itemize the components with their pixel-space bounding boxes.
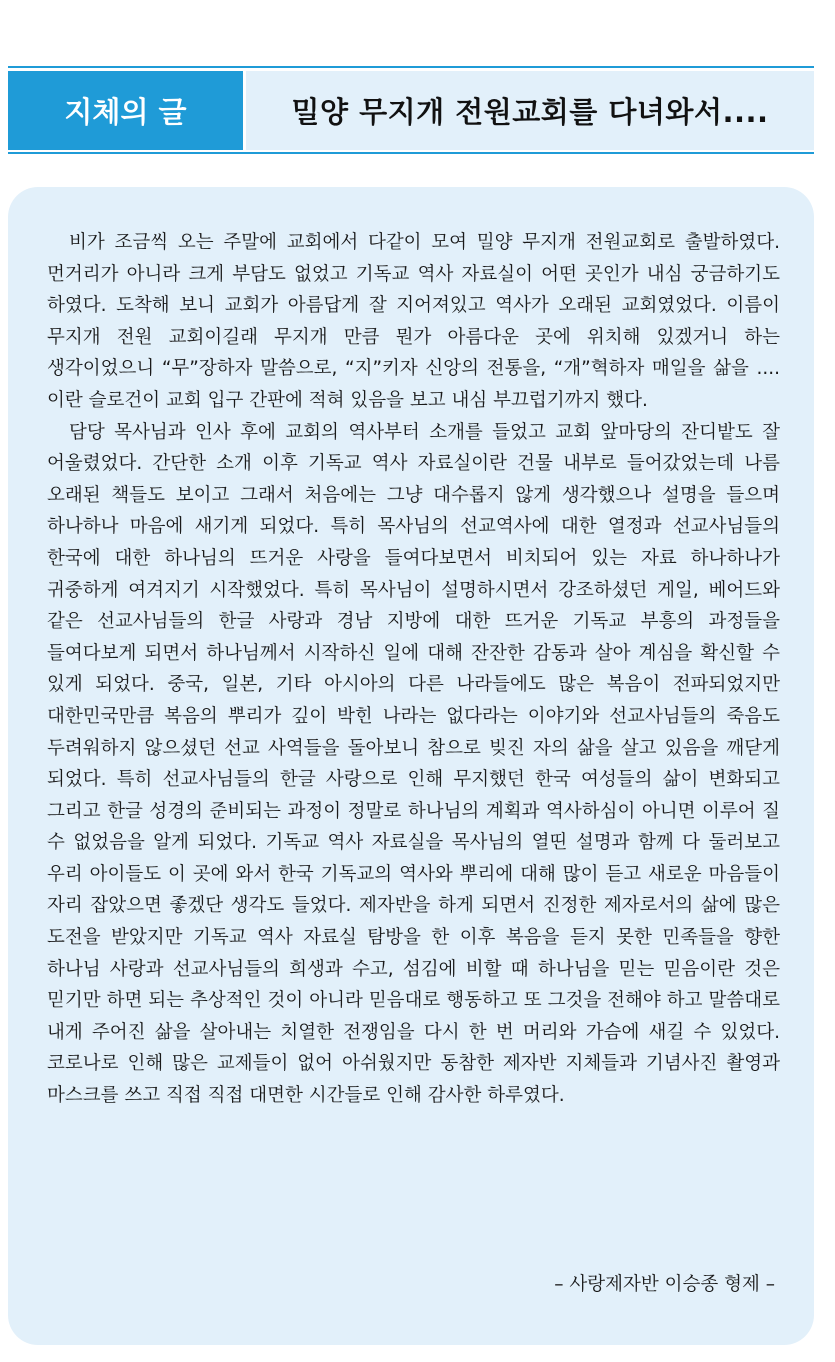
paragraph-1: 비가 조금씩 오는 주말에 교회에서 다같이 모여 밀양 무지개 전원교회로 출발하였다. 먼거리가 아니라 크게 부담도 없었고 기독교 역사 자료실이 어떤 곳인가 내심 궁금하기도 하였다. 도착해 보니 교회가 아름답게 잘 지어져있고 역사가 오래된 교회였었다. 이름이 무지개 전원 교회이길래 무지개 만큼 뭔가 아름다운 곳에 위치해 있겠거니 하는 생각이었으니 “무”장하자 말씀으로, “지”키자 신앙의 전통을, “개”혁하자 매일을 삶을 ....이란 슬로건이 교회 입구 간판에 적혀 있음을 보고 내심 부끄럽기까지 했다.: [47, 232, 780, 411]
author-signature: – 사랑제자반 이승종 형제 –: [554, 1274, 775, 1295]
paragraph-2: 담당 목사님과 인사 후에 교회의 역사부터 소개를 들었고 교회 앞마당의 잔디밭도 잘 어울렸었다. 간단한 소개 이후 기독교 역사 자료실이란 건물 내부로 들어갔었는데 나름 오래된 책들도 보이고 그래서 처음에는 그냥 대수롭지 않게 생각했으나 설명을 들으며 하나하나 마음에 새기게 되었다. 특히 목사님의 선교역사에 대한 열정과 선교사님들의 한국에 대한 하나님의 뜨거운 사랑을 들여다보면서 비치되어 있는 자료 하나하나가 귀중하게 여겨지기 시작했었다. 특히 목사님이 설명하시면서 강조하셨던 게일, 베어드와 같은 선교사님들의 한글 사랑과 경남 지방에 대한 뜨거운 기독교 부흥의 과정들을 들여다보게 되면서 하나님께서 시작하신 일에 대해 잔잔한 감동과 살아 계심을 확신할 수 있게 되었다. 중국, 일본, 기타 아시아의 다른 나라들에도 많은 복음이 전파되었지만 대한민국만큼 복음의 뿌리가 깊이 박힌 나라는 없다라는 이야기와 선교사님들의 죽음도 두려워하지 않으셨던 선교 사역들을 돌아보니 참으로 빚진 자의 삶을 살고 있음을 깨닫게 되었다. 특히 선교사님들의 한글 사랑으로 인해 무지했던 한국 여성들의 삶이 변화되고 그리고 한글 성경의 준비되는 과정이 정말로 하나님의 계획과 역사하심이 아니면 이루어 질 수 없었음을 알게 되었다. 기독교 역사 자료실을 목사님의 열띤 설명과 함께 다 둘러보고 우리 아이들도 이 곳에 와서 한국 기독교의 역사와 뿌리에 대해 많이 듣고 새로운 마음들이 자리 잡았으면 좋겠단 생각도 들었다. 제자반을 하게 되면서 진정한 제자로서의 삶에 많은 도전을 받았지만 기독교 역사 자료실 탐방을 한 이후 복음을 듣지 못한 민족들을 향한 하나님 사랑과 선교사님들의 희생과 수고, 섬김에 비할 때 하나님을 믿는 믿음이란 것은 믿기만 하면 되는 추상적인 것이 아니라 믿음대로 행동하고 또 그것을 전해야 하고 말씀대로 내게 주어진 삶을 살아내는 치열한 전쟁임을 다시 한 번 머리와 가슴에 새길 수 있었다. 코로나로 인해 많은 교제들이 없어 아쉬웠지만 동참한 제자반 지체들과 기념사진 촬영과 마스크를 쓰고 직접 직접 대면한 시간들로 인해 감사한 하루였다.: [47, 421, 780, 1107]
category-label: 지체의 글: [8, 71, 243, 150]
article-header: [8, 66, 814, 154]
article-title: 밀양 무지개 전원교회를 다녀와서....: [246, 71, 814, 150]
article-body: [47, 227, 780, 1112]
